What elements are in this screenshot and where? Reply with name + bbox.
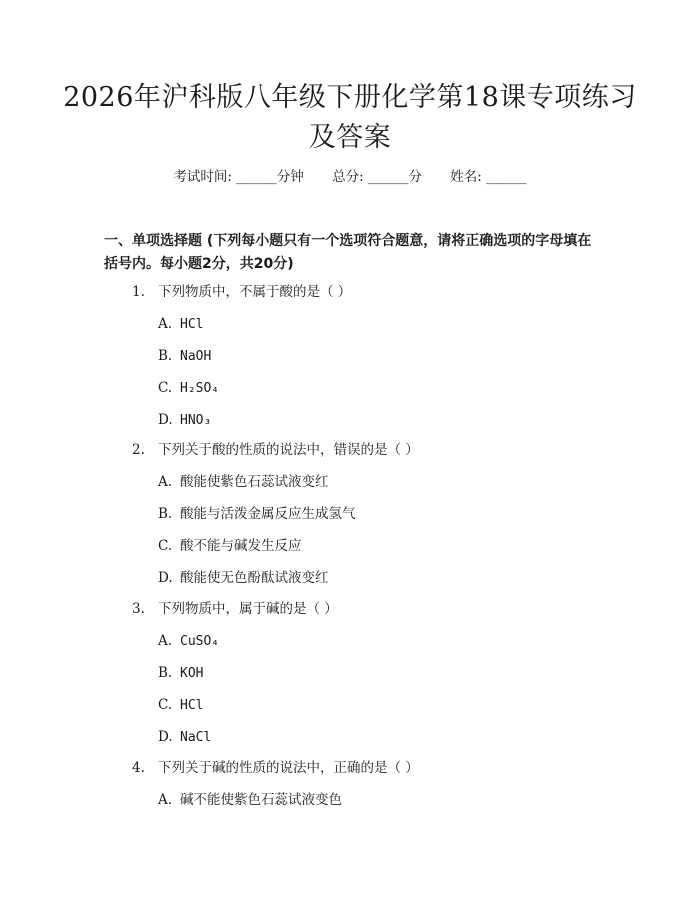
- option-text: HNO₃: [180, 413, 212, 428]
- question-text: 下列物质中，属于碱的是（ ）: [158, 601, 338, 617]
- option-3a: [158, 631, 219, 652]
- option-letter: B.: [158, 506, 173, 522]
- question-1: [132, 282, 351, 302]
- option-3d: [158, 727, 211, 748]
- section-heading: 一、单项选择题 (下列每小题只有一个选项符合题意，请将正确选项的字母填在括号内。每小题2分，共20分): [104, 233, 592, 272]
- question-number: 2.: [132, 442, 145, 458]
- question-4: [132, 758, 419, 778]
- question-number: 1.: [132, 284, 145, 300]
- option-3c: [158, 695, 203, 716]
- option-text: 酸不能与碱发生反应: [180, 538, 302, 554]
- option-letter: C.: [158, 697, 173, 713]
- option-text: 酸能使紫色石蕊试液变红: [180, 474, 329, 490]
- question-3: [132, 599, 338, 619]
- option-2d: [158, 568, 329, 588]
- option-text: H₂SO₄: [180, 381, 220, 396]
- question-text: 下列关于酸的性质的说法中，错误的是（ ）: [158, 442, 419, 458]
- question-text: 下列物质中，不属于酸的是（ ）: [158, 284, 352, 300]
- option-text: 碱不能使紫色石蕊试液变色: [180, 792, 342, 808]
- option-letter: D.: [158, 412, 173, 428]
- option-letter: D.: [158, 729, 173, 745]
- option-text: KOH: [180, 666, 204, 681]
- option-letter: A.: [158, 316, 173, 332]
- option-letter: A.: [158, 633, 173, 649]
- question-number: 3.: [132, 601, 145, 617]
- exam-meta: [0, 167, 700, 187]
- option-text: NaOH: [180, 349, 212, 364]
- option-letter: A.: [158, 474, 173, 490]
- option-2a: [158, 472, 329, 492]
- option-2b: [158, 504, 356, 524]
- question-2: [132, 440, 419, 460]
- option-2c: [158, 536, 302, 556]
- option-letter: C.: [158, 380, 173, 396]
- page-title: 2026年沪科版八年级下册化学第18课专项练习及答案: [63, 82, 637, 153]
- option-letter: B.: [158, 348, 173, 364]
- option-letter: A.: [158, 792, 173, 808]
- option-1d: [158, 410, 211, 431]
- option-text: CuSO₄: [180, 634, 220, 649]
- option-letter: D.: [158, 570, 173, 586]
- exam-time-label: 考试时间: ______分钟: [173, 169, 304, 185]
- option-1b: [158, 346, 211, 367]
- option-text: 酸能使无色酚酞试液变红: [180, 570, 329, 586]
- option-3b: [158, 663, 203, 684]
- option-text: NaCl: [180, 730, 212, 745]
- question-text: 下列关于碱的性质的说法中，正确的是（ ）: [158, 760, 419, 776]
- option-4a: [158, 790, 342, 810]
- option-1c: [158, 378, 219, 399]
- question-number: 4.: [132, 760, 145, 776]
- option-text: HCl: [180, 698, 204, 713]
- option-letter: C.: [158, 538, 173, 554]
- option-letter: B.: [158, 665, 173, 681]
- option-text: HCl: [180, 317, 204, 332]
- student-name-label: 姓名: ______: [450, 169, 527, 185]
- option-text: 酸能与活泼金属反应生成氢气: [180, 506, 356, 522]
- option-1a: [158, 314, 203, 335]
- total-score-label: 总分: ______分: [332, 169, 422, 185]
